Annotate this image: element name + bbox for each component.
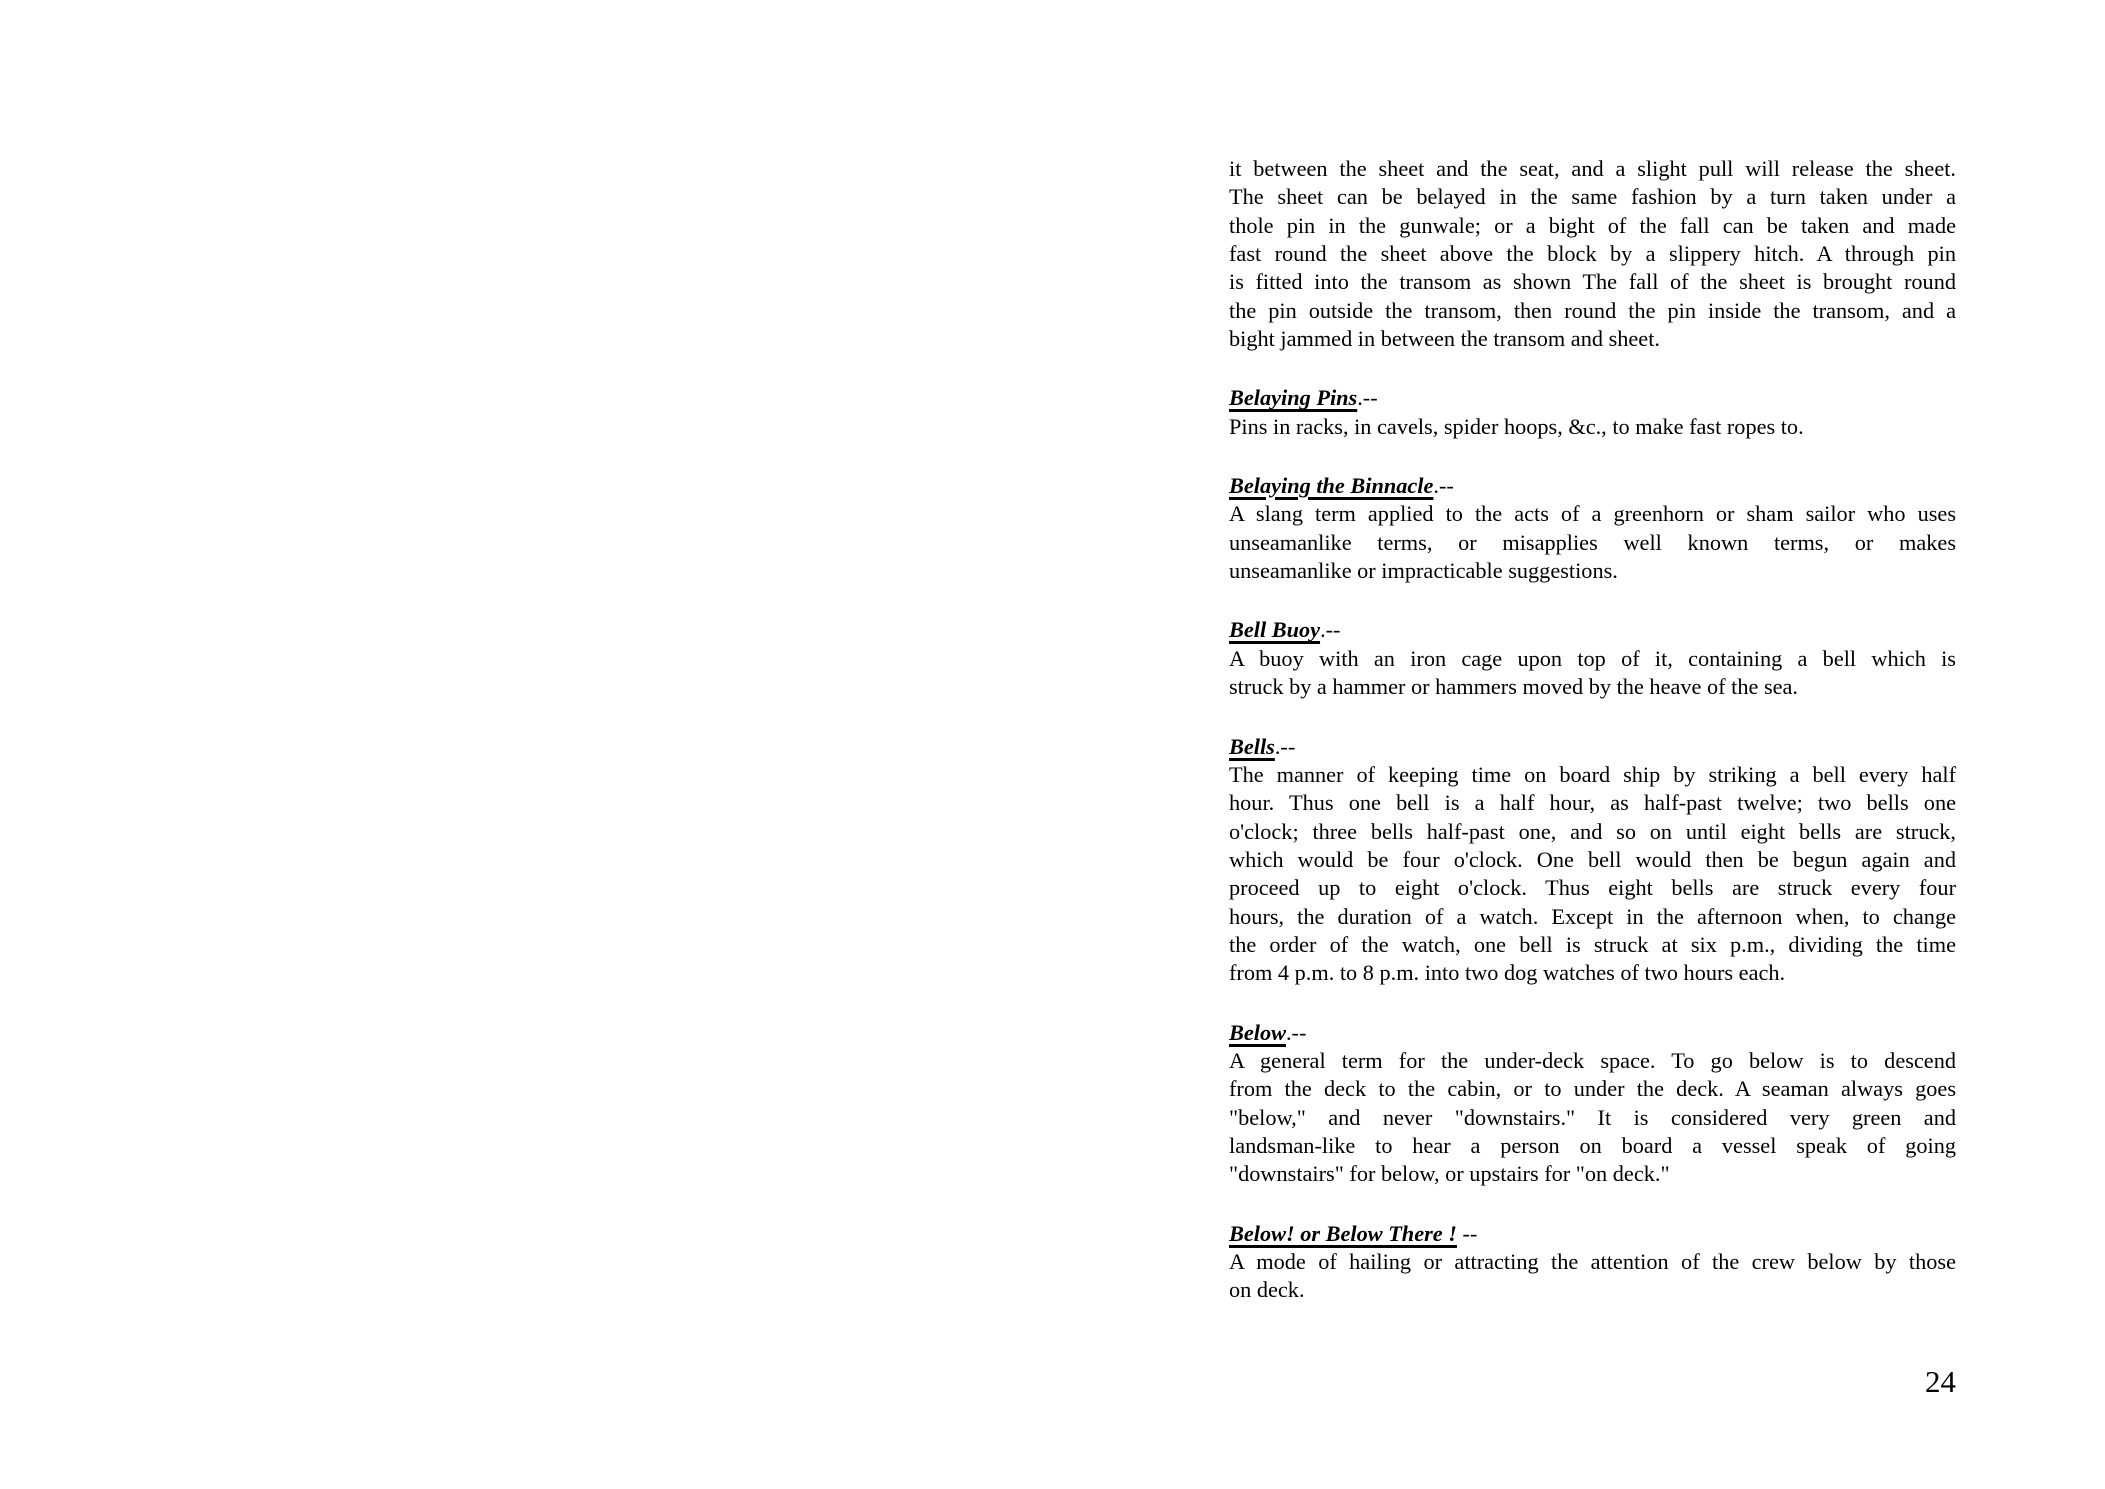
text-line: A buoy with an iron cage upon top of it, containing a bell which is bbox=[1229, 645, 1956, 671]
entry-separator: .-- bbox=[1320, 617, 1341, 643]
text-line: The sheet can be belayed in the same fashion by a turn taken under a bbox=[1229, 184, 1956, 210]
text-line: on deck. bbox=[1229, 1277, 1305, 1303]
entry-term: Bell Buoy bbox=[1229, 617, 1321, 643]
text-line: Pins in racks, in cavels, spider hoops, &c., to make fast ropes to. bbox=[1229, 413, 1804, 439]
entry-term: Belaying Pins bbox=[1229, 385, 1358, 411]
entry-heading bbox=[1229, 1019, 1956, 1047]
text-line: landsman-like to hear a person on board a vessel speak of going bbox=[1229, 1132, 1956, 1158]
entry-separator: .-- bbox=[1357, 385, 1378, 411]
text-column bbox=[1229, 155, 1956, 1305]
text-line: unseamanlike or impracticable suggestions. bbox=[1229, 558, 1618, 584]
glossary-entry bbox=[1229, 384, 1956, 441]
entry-heading bbox=[1229, 616, 1956, 644]
glossary-entry bbox=[1229, 1019, 1956, 1189]
entry-term: Below! or Below There ! bbox=[1229, 1220, 1457, 1246]
text-line: hour. Thus one bell is a half hour, as half-past twelve; two bells one bbox=[1229, 790, 1956, 816]
entry-heading bbox=[1229, 733, 1956, 761]
text-line: o'clock; three bells half-past one, and so on until eight bells are struck, bbox=[1229, 818, 1956, 844]
glossary-entry bbox=[1229, 733, 1956, 988]
text-line: thole pin in the gunwale; or a bight of the fall can be taken and made bbox=[1229, 212, 1956, 238]
text-line: the pin outside the transom, then round the pin inside the transom, and a bbox=[1229, 297, 1956, 323]
entry-heading bbox=[1229, 384, 1956, 412]
text-line: from 4 p.m. to 8 p.m. into two dog watches of two hours each. bbox=[1229, 960, 1786, 986]
text-line: unseamanlike terms, or misapplies well known terms, or makes bbox=[1229, 529, 1956, 555]
entry-term: Belaying the Binnacle bbox=[1229, 473, 1434, 499]
text-line: hours, the duration of a watch. Except in the afternoon when, to change bbox=[1229, 903, 1956, 929]
text-line: bight jammed in between the transom and sheet. bbox=[1229, 326, 1660, 352]
text-line: A mode of hailing or attracting the attention of the crew below by those bbox=[1229, 1249, 1956, 1274]
text-line: A general term for the under-deck space. To go below is to descend bbox=[1229, 1047, 1956, 1073]
glossary-sections bbox=[1229, 384, 1956, 1304]
text-line: "below," and never "downstairs." It is considered very green and bbox=[1229, 1104, 1956, 1130]
entry-heading bbox=[1229, 1220, 1956, 1248]
glossary-entry bbox=[1229, 616, 1956, 701]
entry-separator: .-- bbox=[1274, 733, 1296, 759]
text-line: The manner of keeping time on board ship by striking a bell every half bbox=[1229, 761, 1956, 787]
glossary-entry bbox=[1229, 1220, 1956, 1305]
entry-separator: -- bbox=[1456, 1220, 1478, 1246]
glossary-entry bbox=[1229, 472, 1956, 585]
text-line: is fitted into the transom as shown The fall of the sheet is brought round bbox=[1229, 269, 1956, 295]
text-line: A slang term applied to the acts of a greenhorn or sham sailor who uses bbox=[1229, 501, 1956, 527]
text-line: struck by a hammer or hammers moved by the heave of the sea. bbox=[1229, 674, 1798, 700]
intro-paragraph bbox=[1229, 155, 1956, 353]
entry-separator: .-- bbox=[1285, 1019, 1307, 1045]
text-line: fast round the sheet above the block by a slippery hitch. A through pin bbox=[1229, 241, 1956, 267]
entry-separator: .-- bbox=[1433, 473, 1454, 499]
entry-term: Bells bbox=[1229, 733, 1275, 759]
text-line: proceed up to eight o'clock. Thus eight bells are struck every four bbox=[1229, 875, 1956, 901]
text-line: which would be four o'clock. One bell would then be begun again and bbox=[1229, 846, 1956, 872]
text-line: from the deck to the cabin, or to under the deck. A seaman always goes bbox=[1229, 1076, 1956, 1102]
text-line: "downstairs" for below, or upstairs for "on deck." bbox=[1229, 1161, 1670, 1187]
entry-term: Below bbox=[1229, 1019, 1286, 1045]
text-line: it between the sheet and the seat, and a slight pull will release the sheet. bbox=[1229, 156, 1956, 181]
entry-heading bbox=[1229, 472, 1956, 500]
page-number: 24 bbox=[1925, 1364, 1956, 1399]
text-line: the order of the watch, one bell is struck at six p.m., dividing the time bbox=[1229, 931, 1956, 957]
